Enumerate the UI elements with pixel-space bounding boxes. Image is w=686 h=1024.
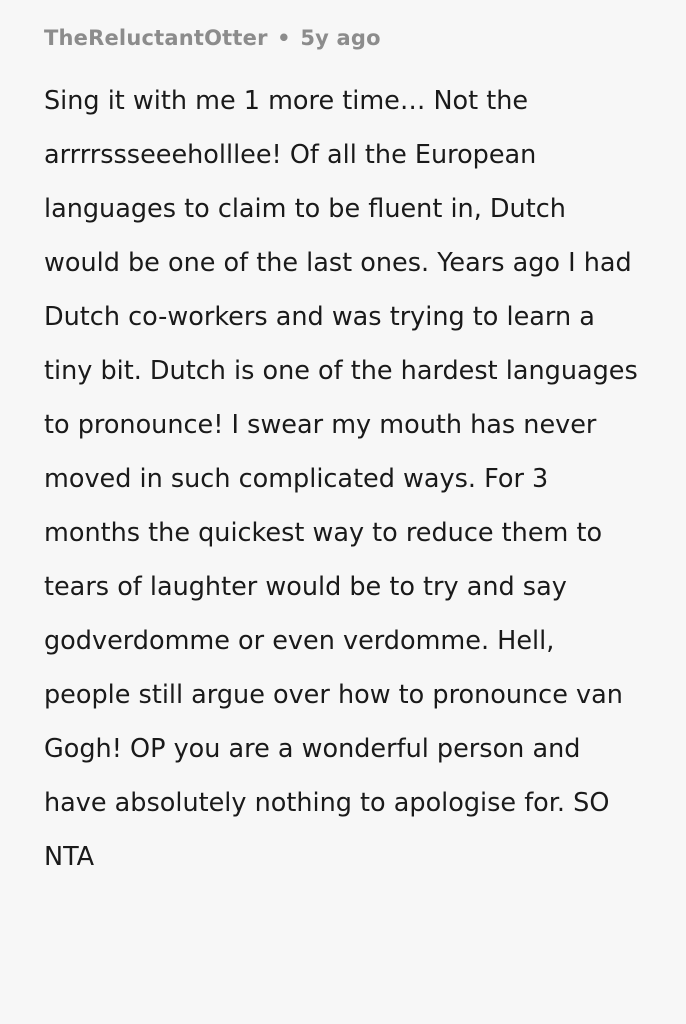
comment-body: Sing it with me 1 more time… Not the arrrrssseeeholllee! Of all the European languages to claim to be fluent in, Dutch would be one of the last ones. Years ago I had Dutch co-workers and was trying to learn a tiny bit. Dutch is one of the hardest languages to pronounce! I swear my mouth has never moved in such complicated ways. For 3 months the quickest way to reduce them to tears of laughter would be to try and say godverdomme or even verdomme. Hell, people still argue over how to pronounce van Gogh! OP you are a wonderful person and have absolutely nothing to apologise for. SO NTA <box>44 86 638 872</box>
comment-timestamp: 5y ago <box>300 26 381 50</box>
comment-meta <box>44 26 642 50</box>
meta-separator: • <box>277 26 291 50</box>
comment-author[interactable]: TheReluctantOtter <box>44 26 268 50</box>
